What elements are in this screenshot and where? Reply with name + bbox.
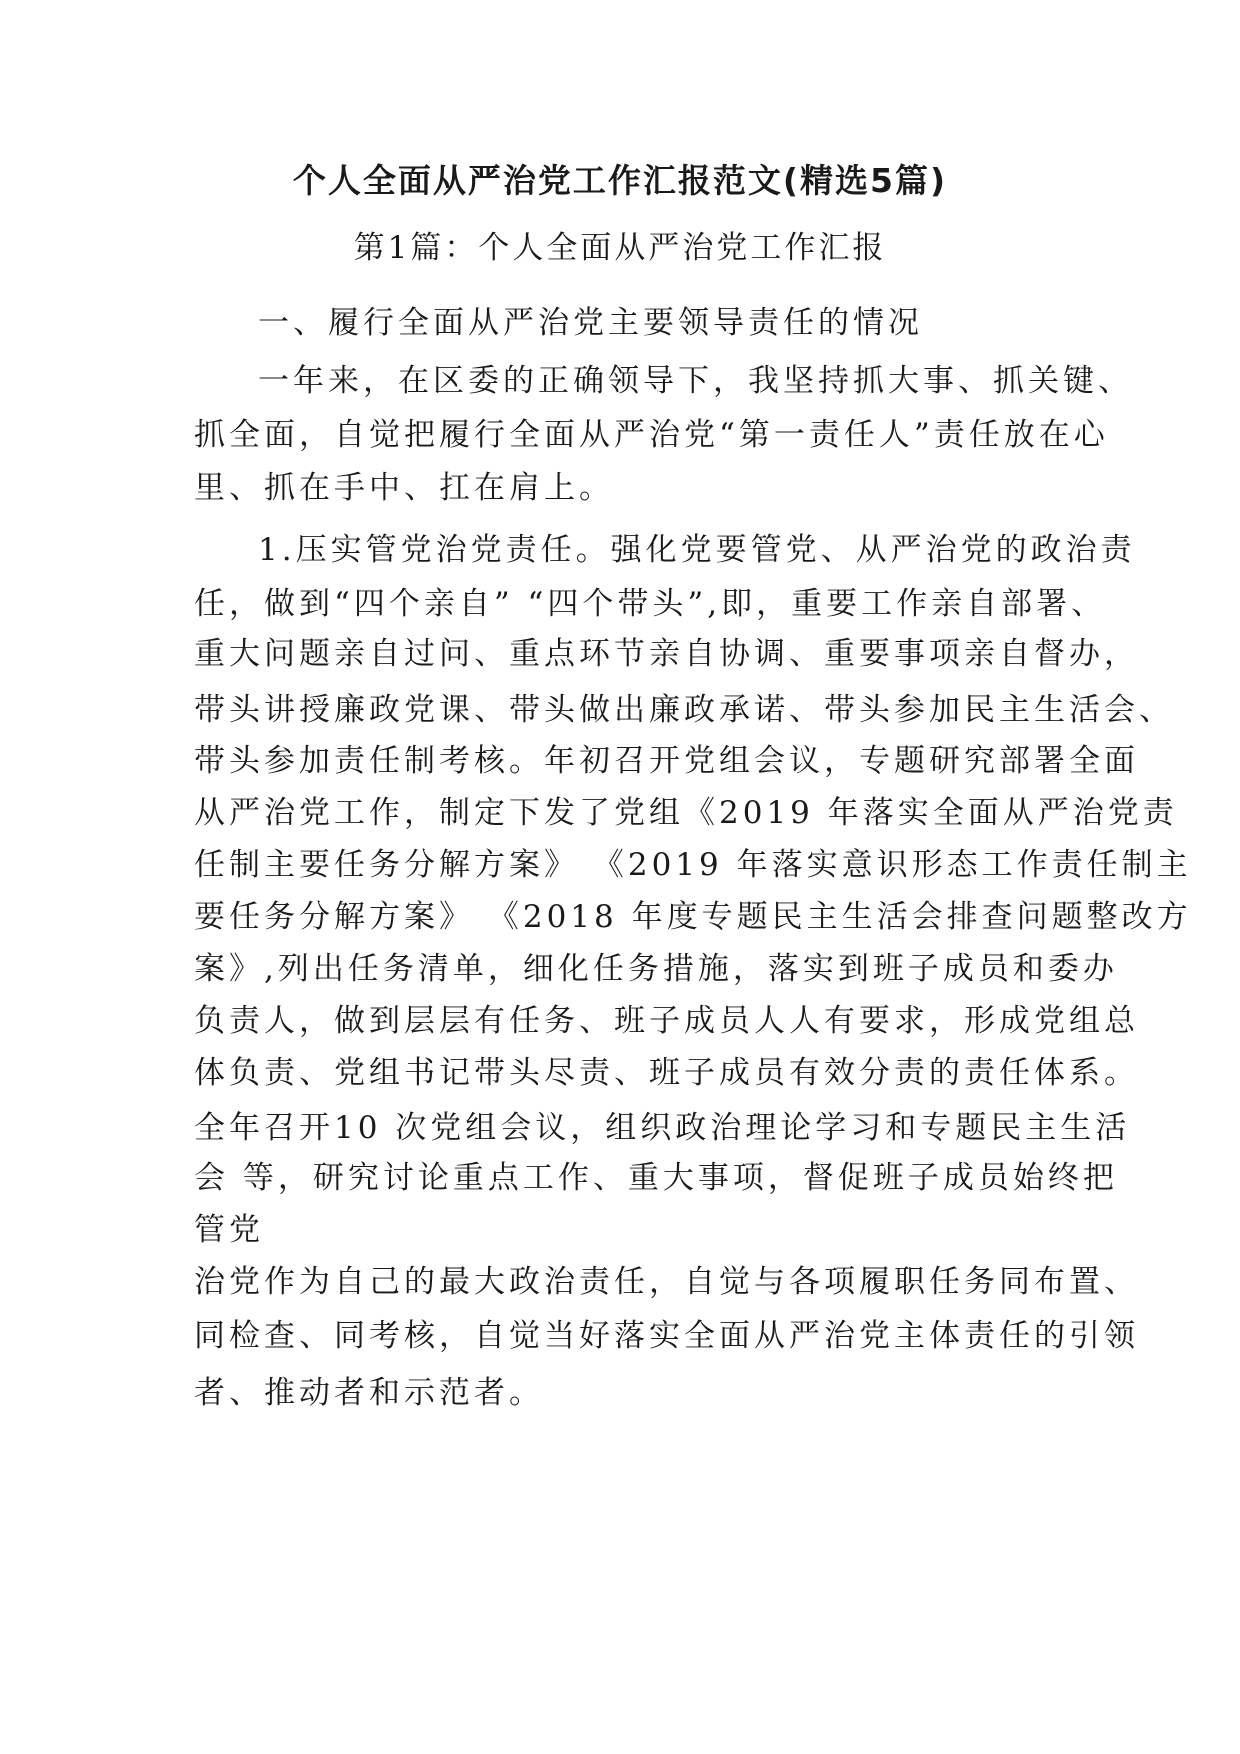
paragraph-line: 任，做到“四个亲自” “四个带头”,即，重要工作亲自部署、 xyxy=(194,586,1107,622)
paragraph-line: 带头讲授廉政党课、带头做出廉政承诺、带头参加民主生活会、 xyxy=(194,692,1174,728)
paragraph-line: 案》,列出任务清单，细化任务措施，落实到班子成员和委办 xyxy=(194,951,1118,987)
paragraph-line: 同检查、同考核，自觉当好落实全面从严治党主体责任的引领 xyxy=(194,1318,1139,1354)
paragraph-line: 任制主要任务分解方案》 《2019 年落实意识形态工作责任制主 xyxy=(194,847,1192,883)
paragraph-line: 管党 xyxy=(194,1212,264,1248)
document-title: 个人全面从严治党工作汇报范文(精选5篇) xyxy=(292,161,948,200)
paragraph-line: 全年召开10 次党组会议，组织政治理论学习和专题民主生活 xyxy=(194,1110,1131,1146)
paragraph-line: 从严治党工作，制定下发了党组《2019 年落实全面从严治党责 xyxy=(194,795,1178,831)
paragraph-line: 要任务分解方案》 《2018 年度专题民主生活会排查问题整改方 xyxy=(194,899,1192,935)
paragraph-line: 负责人，做到层层有任务、班子成员人人有要求，形成党组总 xyxy=(194,1003,1139,1039)
paragraph-line: 1.压实管党治党责任。强化党要管党、从严治党的政治责 xyxy=(258,532,1136,568)
section-heading: 一、履行全面从严治党主要领导责任的情况 xyxy=(258,305,923,341)
paragraph-line: 里、抓在手中、扛在肩上。 xyxy=(194,470,614,506)
paragraph-line: 体负责、党组书记带头尽责、班子成员有效分责的责任体系。 xyxy=(194,1055,1139,1091)
paragraph-line: 会 等，研究讨论重点工作、重大事项，督促班子成员始终把 xyxy=(194,1160,1118,1196)
document-subtitle: 第1篇：个人全面从严治党工作汇报 xyxy=(353,230,887,266)
paragraph-line: 一年来，在区委的正确领导下，我坚持抓大事、抓关键、 xyxy=(258,363,1133,399)
paragraph-line: 者、推动者和示范者。 xyxy=(194,1375,544,1411)
paragraph-line: 抓全面，自觉把履行全面从严治党“第一责任人”责任放在心 xyxy=(194,417,1109,453)
paragraph-line: 治党作为自己的最大政治责任，自觉与各项履职任务同布置、 xyxy=(194,1264,1139,1300)
paragraph-line: 带头参加责任制考核。年初召开党组会议，专题研究部署全面 xyxy=(194,743,1139,779)
paragraph-line: 重大问题亲自过问、重点环节亲自协调、重要事项亲自督办， xyxy=(194,636,1139,672)
